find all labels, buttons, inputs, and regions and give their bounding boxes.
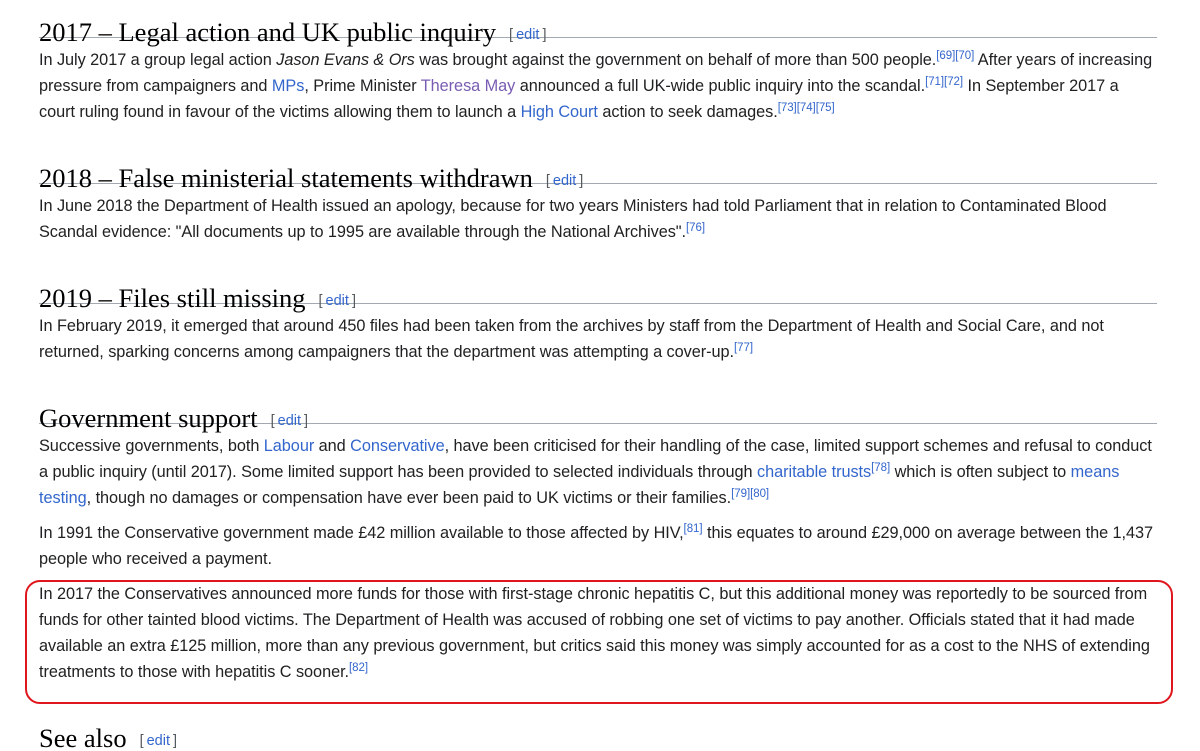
section-heading — [39, 0, 1157, 47]
edit-link[interactable]: edit — [146, 733, 170, 749]
section-heading — [39, 706, 1157, 751]
section-heading — [39, 146, 1157, 193]
section-heading — [39, 266, 1157, 313]
text-run: , though no damages or compensation have ever been paid to UK victims or their families. — [86, 489, 732, 507]
edit-link[interactable]: edit — [552, 173, 577, 189]
section-2018-false-statements — [39, 146, 1157, 245]
citation-ref — [797, 102, 816, 114]
citation-ref — [925, 76, 944, 88]
text-run: In September 2017 a court ruling found in favour of the victims allowing them to launch a — [39, 77, 1119, 121]
paragraph — [39, 520, 1157, 572]
paragraph — [39, 313, 1157, 365]
text-run: , Prime Minister — [304, 77, 421, 95]
citation-ref — [349, 662, 368, 674]
wiki-link[interactable]: charitable trusts — [757, 463, 872, 481]
citation-link[interactable]: [76] — [686, 222, 705, 234]
citation-link[interactable]: [69] — [936, 50, 956, 62]
highlighted-paragraph — [39, 581, 1157, 685]
edit-section: [ edit ] — [509, 27, 547, 43]
citation-link[interactable]: [81] — [683, 523, 703, 535]
section-heading-text: 2019 – Files still missing — [39, 283, 306, 313]
edit-link[interactable]: edit — [516, 27, 540, 43]
citation-ref — [944, 76, 963, 88]
paragraph — [39, 193, 1157, 245]
edit-section: [ edit ] — [318, 293, 356, 309]
text-run: In February 2019, it emerged that around 450 files had been taken from the archives by staff from the Department of Health and Social Care, and not returned, sparking concerns among campaigners that the department was attempting a cover-up. — [39, 317, 1104, 361]
text-run: this equates to around £29,000 on average between the 1,437 people who received a payment. — [39, 524, 1154, 568]
citation-link[interactable]: [78] — [871, 462, 891, 474]
text-run: and — [314, 437, 351, 455]
citation-link[interactable]: [77] — [733, 342, 753, 354]
citation-ref — [816, 102, 835, 114]
edit-section: [ edit ] — [270, 413, 309, 429]
edit-link[interactable]: edit — [325, 293, 349, 309]
citation-ref — [750, 488, 769, 500]
wiki-link[interactable]: High Court — [520, 103, 598, 121]
section-heading-text: 2017 – Legal action and UK public inquiry — [39, 17, 497, 47]
wiki-link[interactable]: means testing — [39, 463, 1120, 507]
citation-link[interactable]: [73] — [777, 102, 797, 114]
citation-link[interactable]: [75] — [815, 102, 835, 114]
edit-section: [ edit ] — [545, 173, 584, 189]
section-2017-legal-action — [39, 0, 1157, 125]
wiki-link[interactable]: Conservative — [350, 437, 445, 455]
text-run: In July 2017 a group legal action — [39, 51, 277, 69]
citation-link[interactable]: [72] — [944, 76, 964, 88]
citation-link[interactable]: [70] — [955, 50, 975, 62]
edit-link[interactable]: edit — [277, 413, 302, 429]
citation-ref — [778, 102, 797, 114]
citation-link[interactable]: [79] — [731, 488, 751, 500]
section-government-support — [39, 386, 1157, 685]
wiki-link[interactable]: Labour — [263, 437, 315, 455]
citation-link[interactable]: [71] — [925, 76, 945, 88]
paragraph — [39, 433, 1157, 511]
article-content — [39, 0, 1157, 751]
section-2019-files-missing — [39, 266, 1157, 365]
section-see-also — [39, 706, 1157, 751]
section-heading-text: 2018 – False ministerial statements withdrawn — [39, 163, 533, 193]
section-heading-text: Government support — [39, 403, 258, 433]
wiki-link[interactable]: Theresa May — [420, 77, 516, 95]
citation-ref — [955, 50, 974, 62]
section-heading-text: See also — [39, 723, 127, 751]
citation-ref — [684, 523, 703, 535]
text-run: In 1991 the Conservative government made £42 million available to those affected by HIV, — [39, 524, 684, 542]
text-run: In 2017 the Conservatives announced more funds for those with first-stage chronic hepatitis C, but this additional money was reportedly to be sourced from funds for other tainted blood victims. The Department of Health was accused of robbing one set of victims to pay another. Officials stated that it had made available an extra £125 million, more than any previous government, but critics said this money was simply accounted for as a cost to the NHS of extending treatments to those with hepatitis C sooner. — [39, 585, 1150, 681]
citation-ref — [731, 488, 750, 500]
citation-ref — [936, 50, 955, 62]
text-run: was brought against the government on behalf of more than 500 people. — [414, 51, 937, 69]
italic-text: Jason Evans & Ors — [276, 51, 415, 69]
citation-ref — [871, 462, 890, 474]
edit-section: [ edit ] — [139, 733, 178, 749]
citation-link[interactable]: [74] — [796, 102, 816, 114]
citation-ref — [686, 222, 705, 234]
text-run: Successive governments, both — [39, 437, 264, 455]
text-run: , have been criticised for their handling of the case, limited support schemes and refusal to conduct a public inquiry (until 2017). Some limited support has been provided to selected individuals through — [39, 437, 1152, 481]
citation-link[interactable]: [82] — [349, 662, 369, 674]
text-run: action to seek damages. — [597, 103, 778, 121]
section-heading — [39, 386, 1157, 433]
text-run: In June 2018 the Department of Health issued an apology, because for two years Ministers had told Parliament that in relation to Contaminated Blood Scandal evidence: "All documents up to 1995 are available through the National Archives". — [39, 197, 1107, 241]
wiki-link[interactable]: MPs — [271, 77, 305, 95]
citation-link[interactable]: [80] — [750, 488, 770, 500]
paragraph — [39, 47, 1157, 125]
text-run: After years of increasing pressure from campaigners and — [39, 51, 1153, 95]
citation-ref — [734, 342, 753, 354]
text-run: which is often subject to — [890, 463, 1071, 481]
text-run: announced a full UK-wide public inquiry into the scandal. — [515, 77, 926, 95]
